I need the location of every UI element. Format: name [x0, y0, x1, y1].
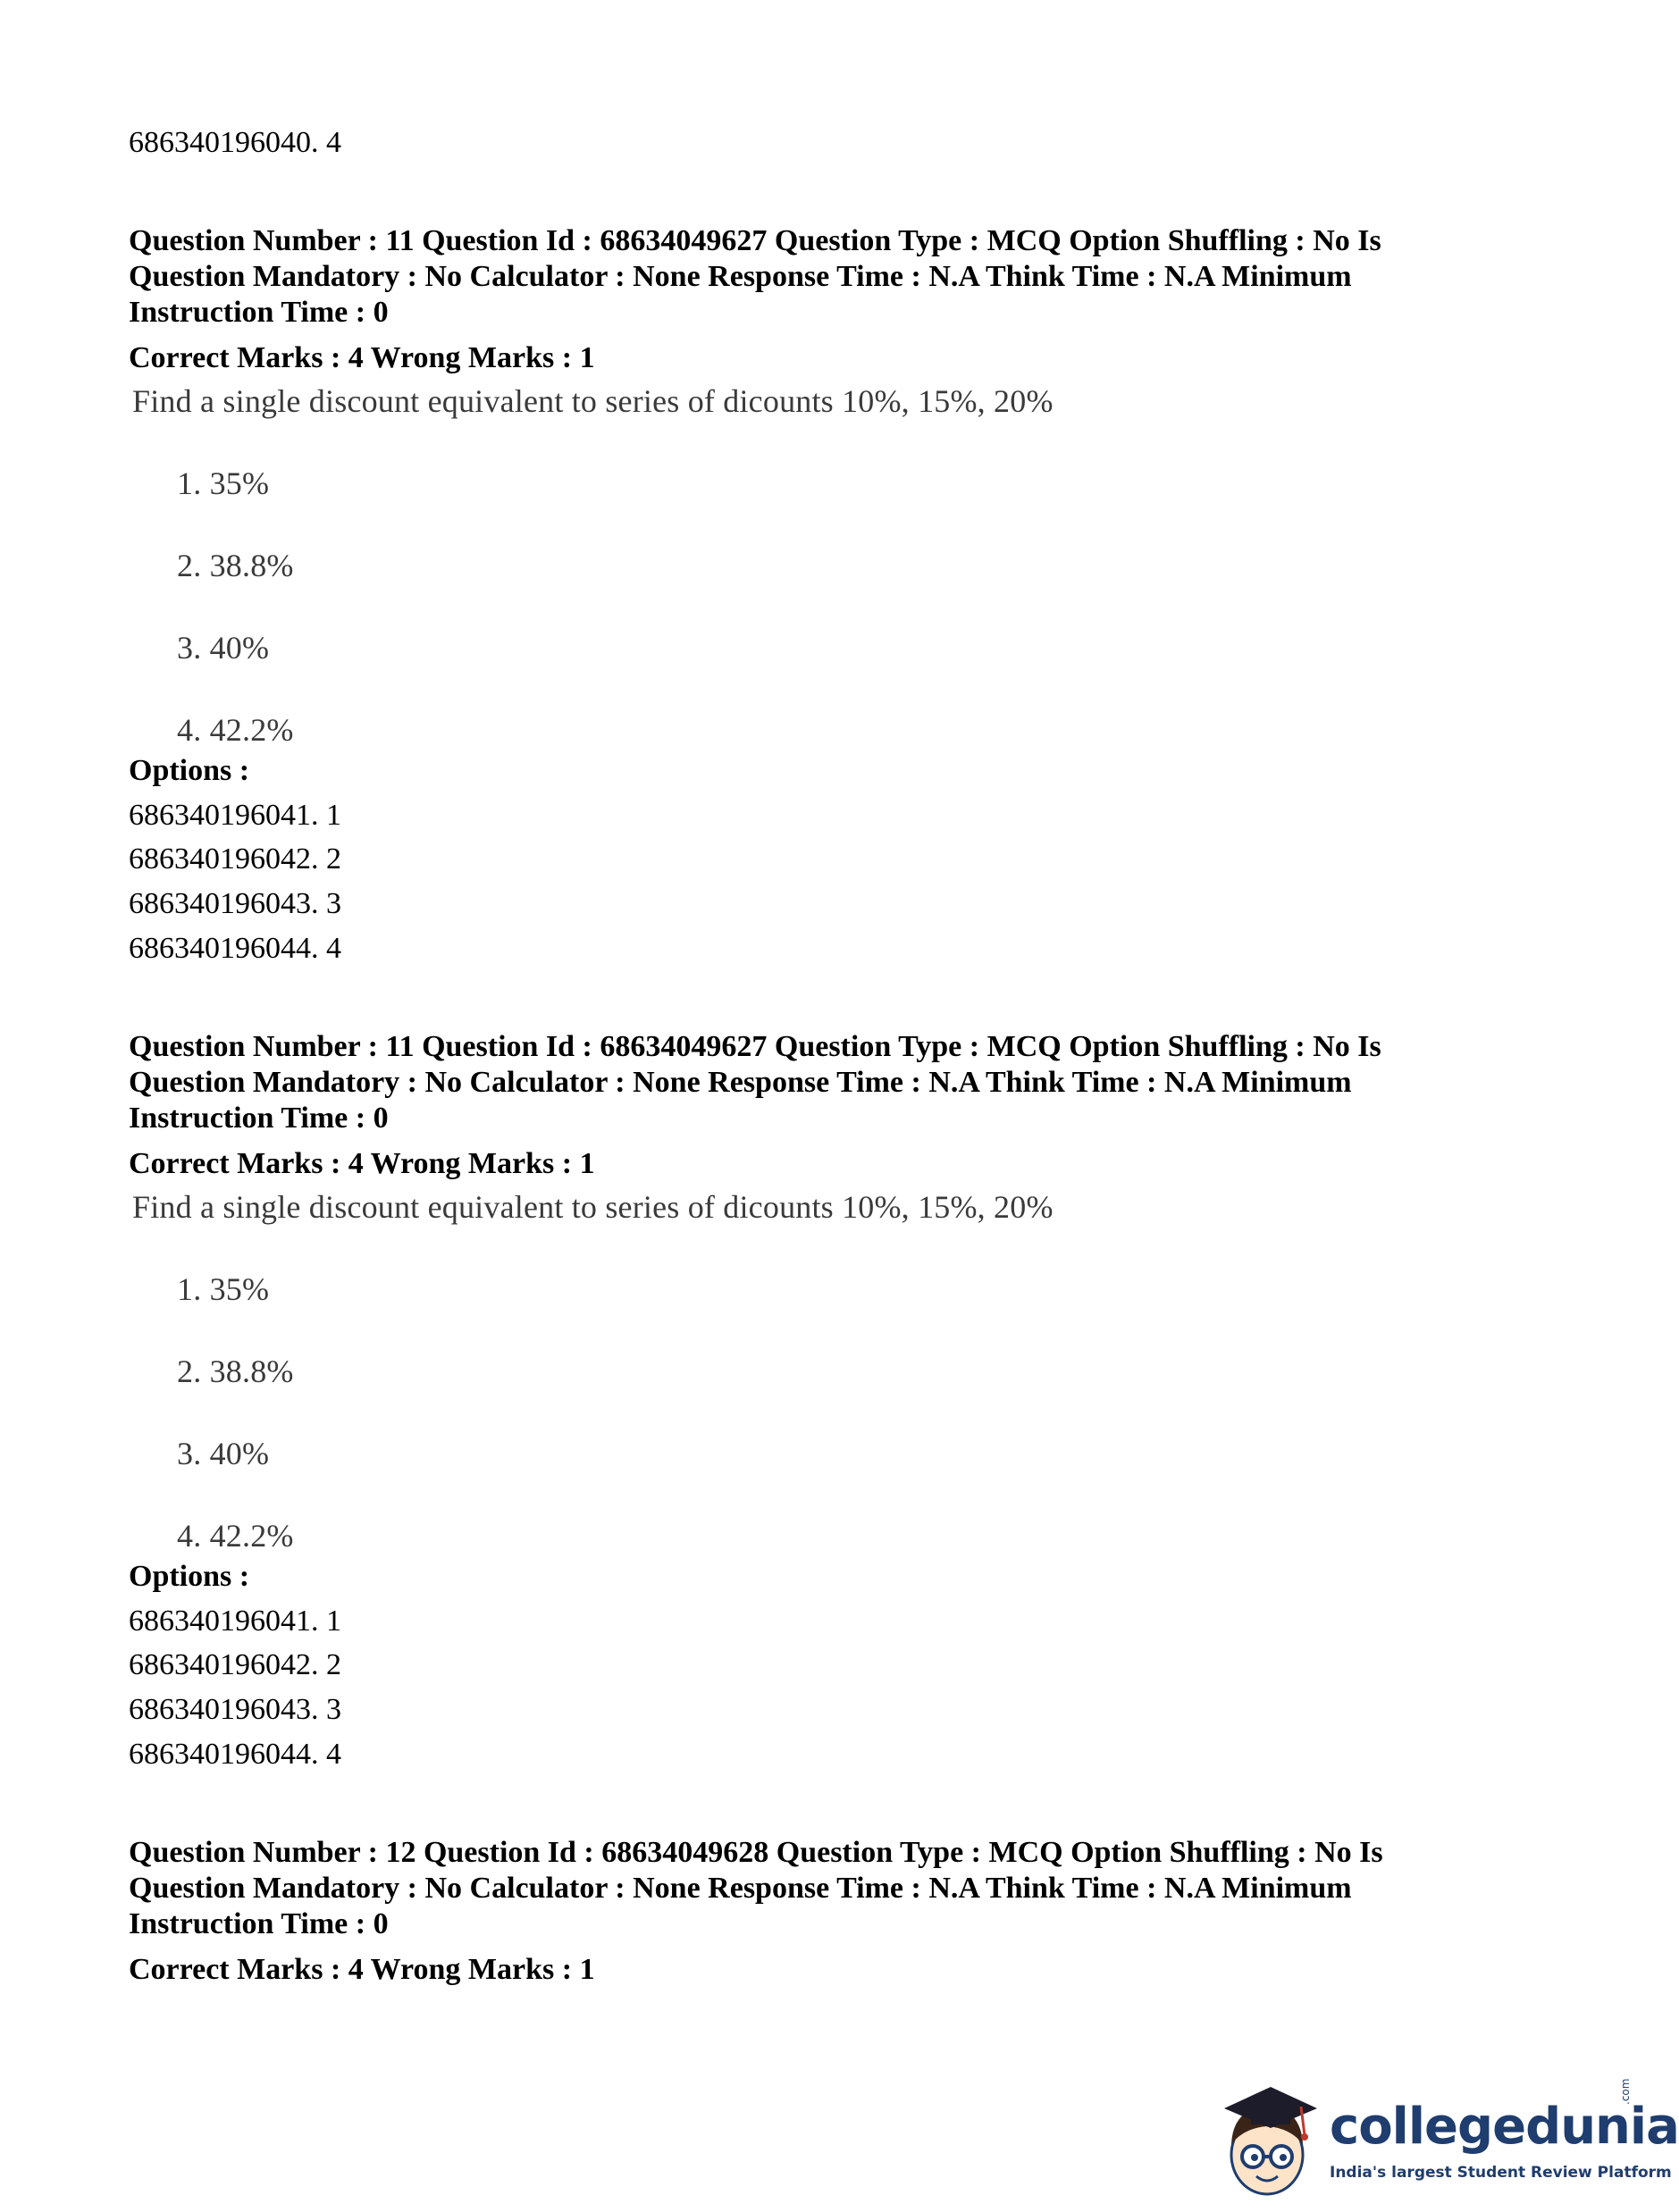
option-line: 686340196041. 1: [129, 1605, 341, 1638]
question-meta-line: Question Number : 11 Question Id : 68634049627 Question Type : MCQ Option Shuffling : No Is: [129, 1030, 1381, 1063]
question-meta: [129, 1835, 1505, 1942]
question-meta-line: Instruction Time : 0: [129, 1907, 389, 1940]
question-meta-line: Question Mandatory : No Calculator : None Response Time : N.A Think Time : N.A Minimum: [129, 1872, 1352, 1905]
question-meta-line: Instruction Time : 0: [129, 1102, 389, 1135]
option-line: 686340196044. 4: [129, 932, 341, 965]
question-meta-line: Question Mandatory : No Calculator : None Response Time : N.A Think Time : N.A Minimum: [129, 1066, 1352, 1099]
choice-item: 4. 42.2%: [177, 1518, 294, 1554]
choice-item: 3. 40%: [177, 1436, 270, 1471]
option-line: 686340196042. 2: [129, 842, 341, 876]
choice-item: 2. 38.8%: [177, 1353, 294, 1389]
logo-wordmark: collegedunia: [1330, 2098, 1679, 2156]
question-meta-line: Question Mandatory : No Calculator : None Response Time : N.A Think Time : N.A Minimum: [129, 260, 1352, 293]
marks-line: Correct Marks : 4 Wrong Marks : 1: [129, 341, 595, 374]
option-line: 686340196041. 1: [129, 799, 341, 832]
question-meta-line: Instruction Time : 0: [129, 296, 389, 329]
question-text: Find a single discount equivalent to series of dicounts 10%, 15%, 20%: [132, 383, 1054, 419]
choice-item: 2. 38.8%: [177, 548, 294, 583]
question-meta: [129, 223, 1505, 331]
choice-item: 4. 42.2%: [177, 712, 294, 748]
marks-line: Correct Marks : 4 Wrong Marks : 1: [129, 1147, 595, 1180]
options-label: Options :: [129, 1560, 250, 1593]
question-meta-line: Question Number : 11 Question Id : 68634049627 Question Type : MCQ Option Shuffling : No Is: [129, 224, 1381, 257]
collegedunia-logo: [1215, 2078, 1679, 2198]
question-meta-line: Question Number : 12 Question Id : 68634049628 Question Type : MCQ Option Shuffling : No Is: [129, 1836, 1383, 1869]
question-text: Find a single discount equivalent to series of dicounts 10%, 15%, 20%: [132, 1189, 1054, 1225]
options-label: Options :: [129, 754, 250, 787]
option-line: 686340196040. 4: [129, 126, 341, 159]
option-line: 686340196043. 3: [129, 887, 341, 920]
choice-item: 3. 40%: [177, 630, 270, 666]
choice-item: 1. 35%: [177, 465, 270, 501]
logo-dotcom: .com: [1619, 2078, 1632, 2105]
option-line: 686340196043. 3: [129, 1693, 341, 1726]
question-meta: [129, 1029, 1505, 1136]
option-line: 686340196042. 2: [129, 1648, 341, 1681]
logo-tagline: India's largest Student Review Platform: [1330, 2164, 1672, 2182]
mascot-icon: [1215, 2082, 1322, 2198]
option-line: 686340196044. 4: [129, 1738, 341, 1771]
marks-line: Correct Marks : 4 Wrong Marks : 1: [129, 1953, 595, 1986]
choice-item: 1. 35%: [177, 1271, 270, 1307]
